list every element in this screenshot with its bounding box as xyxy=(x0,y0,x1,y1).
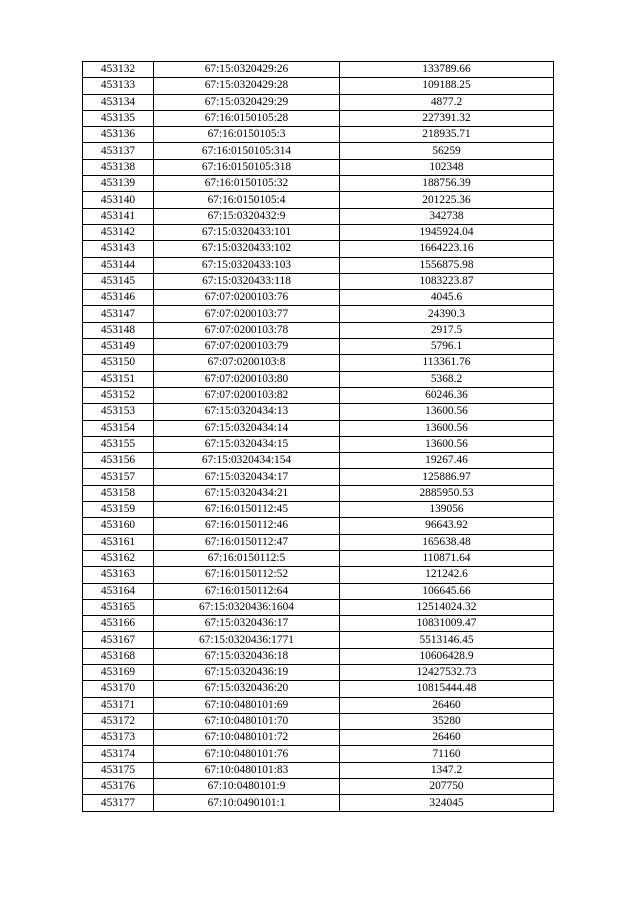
cadastral-number-cell: 67:16:0150105:3 xyxy=(154,127,340,143)
cadastral-number-cell: 67:16:0150105:28 xyxy=(154,110,340,126)
table-row xyxy=(83,567,554,583)
row-number-cell: 453175 xyxy=(83,762,154,778)
row-number-cell: 453177 xyxy=(83,795,154,811)
table-row xyxy=(83,110,554,126)
value-cell: 165638.48 xyxy=(340,534,554,550)
value-cell: 113361.76 xyxy=(340,355,554,371)
value-cell: 2917.5 xyxy=(340,322,554,338)
row-number-cell: 453168 xyxy=(83,648,154,664)
cadastral-number-cell: 67:15:0320436:18 xyxy=(154,648,340,664)
value-cell: 139056 xyxy=(340,502,554,518)
table-row xyxy=(83,795,554,811)
cadastral-number-cell: 67:07:0200103:77 xyxy=(154,306,340,322)
cadastral-number-cell: 67:15:0320433:101 xyxy=(154,224,340,240)
value-cell: 125886.97 xyxy=(340,469,554,485)
value-cell: 5368.2 xyxy=(340,371,554,387)
table-row xyxy=(83,550,554,566)
row-number-cell: 453141 xyxy=(83,208,154,224)
value-cell: 24390.3 xyxy=(340,306,554,322)
table-row xyxy=(83,192,554,208)
value-cell: 12427532.73 xyxy=(340,664,554,680)
row-number-cell: 453132 xyxy=(83,62,154,78)
value-cell: 1945924.04 xyxy=(340,224,554,240)
row-number-cell: 453156 xyxy=(83,453,154,469)
cadastral-value-table xyxy=(82,61,554,812)
table-row xyxy=(83,713,554,729)
cadastral-number-cell: 67:10:0490101:1 xyxy=(154,795,340,811)
row-number-cell: 453145 xyxy=(83,273,154,289)
value-cell: 5796.1 xyxy=(340,339,554,355)
value-cell: 10831009.47 xyxy=(340,616,554,632)
table-row xyxy=(83,485,554,501)
cadastral-number-cell: 67:16:0150112:46 xyxy=(154,518,340,534)
cadastral-number-cell: 67:07:0200103:8 xyxy=(154,355,340,371)
table-row xyxy=(83,339,554,355)
value-cell: 71160 xyxy=(340,746,554,762)
cadastral-number-cell: 67:07:0200103:79 xyxy=(154,339,340,355)
cadastral-number-cell: 67:10:0480101:9 xyxy=(154,779,340,795)
value-cell: 102348 xyxy=(340,159,554,175)
cadastral-number-cell: 67:07:0200103:82 xyxy=(154,387,340,403)
value-cell: 13600.56 xyxy=(340,404,554,420)
cadastral-number-cell: 67:10:0480101:72 xyxy=(154,730,340,746)
table-row xyxy=(83,502,554,518)
row-number-cell: 453146 xyxy=(83,290,154,306)
table-row xyxy=(83,127,554,143)
value-cell: 1083223.87 xyxy=(340,273,554,289)
cadastral-number-cell: 67:15:0320434:15 xyxy=(154,436,340,452)
table-row xyxy=(83,62,554,78)
table-row xyxy=(83,257,554,273)
cadastral-number-cell: 67:15:0320434:13 xyxy=(154,404,340,420)
row-number-cell: 453174 xyxy=(83,746,154,762)
table-row xyxy=(83,306,554,322)
value-cell: 1556875.98 xyxy=(340,257,554,273)
cadastral-number-cell: 67:07:0200103:76 xyxy=(154,290,340,306)
value-cell: 227391.32 xyxy=(340,110,554,126)
table-row xyxy=(83,273,554,289)
row-number-cell: 453169 xyxy=(83,664,154,680)
cadastral-number-cell: 67:15:0320434:154 xyxy=(154,453,340,469)
table-row xyxy=(83,599,554,615)
cadastral-number-cell: 67:15:0320433:103 xyxy=(154,257,340,273)
table-row xyxy=(83,436,554,452)
cadastral-number-cell: 67:16:0150112:45 xyxy=(154,502,340,518)
cadastral-number-cell: 67:10:0480101:76 xyxy=(154,746,340,762)
cadastral-number-cell: 67:16:0150112:64 xyxy=(154,583,340,599)
row-number-cell: 453161 xyxy=(83,534,154,550)
row-number-cell: 453159 xyxy=(83,502,154,518)
table-row xyxy=(83,404,554,420)
row-number-cell: 453139 xyxy=(83,176,154,192)
cadastral-number-cell: 67:16:0150105:32 xyxy=(154,176,340,192)
table-row xyxy=(83,78,554,94)
row-number-cell: 453171 xyxy=(83,697,154,713)
table-row xyxy=(83,94,554,110)
row-number-cell: 453158 xyxy=(83,485,154,501)
cadastral-number-cell: 67:15:0320436:17 xyxy=(154,616,340,632)
row-number-cell: 453153 xyxy=(83,404,154,420)
value-cell: 60246.36 xyxy=(340,387,554,403)
value-cell: 121242.6 xyxy=(340,567,554,583)
table-row xyxy=(83,208,554,224)
cadastral-number-cell: 67:15:0320436:19 xyxy=(154,664,340,680)
value-cell: 188756.39 xyxy=(340,176,554,192)
row-number-cell: 453147 xyxy=(83,306,154,322)
row-number-cell: 453138 xyxy=(83,159,154,175)
table-row xyxy=(83,241,554,257)
table-row xyxy=(83,616,554,632)
row-number-cell: 453167 xyxy=(83,632,154,648)
cadastral-number-cell: 67:16:0150112:52 xyxy=(154,567,340,583)
cadastral-number-cell: 67:07:0200103:78 xyxy=(154,322,340,338)
row-number-cell: 453170 xyxy=(83,681,154,697)
cadastral-number-cell: 67:15:0320432:9 xyxy=(154,208,340,224)
cadastral-number-cell: 67:15:0320433:102 xyxy=(154,241,340,257)
cadastral-number-cell: 67:15:0320434:21 xyxy=(154,485,340,501)
cadastral-number-cell: 67:15:0320436:1604 xyxy=(154,599,340,615)
table-body xyxy=(83,62,554,812)
row-number-cell: 453165 xyxy=(83,599,154,615)
value-cell: 5513146.45 xyxy=(340,632,554,648)
value-cell: 19267.46 xyxy=(340,453,554,469)
table-row xyxy=(83,779,554,795)
table-row xyxy=(83,224,554,240)
cadastral-number-cell: 67:16:0150105:4 xyxy=(154,192,340,208)
cadastral-number-cell: 67:15:0320436:20 xyxy=(154,681,340,697)
row-number-cell: 453150 xyxy=(83,355,154,371)
table-row xyxy=(83,583,554,599)
cadastral-number-cell: 67:10:0480101:70 xyxy=(154,713,340,729)
value-cell: 106645.66 xyxy=(340,583,554,599)
row-number-cell: 453136 xyxy=(83,127,154,143)
value-cell: 12514024.32 xyxy=(340,599,554,615)
cadastral-number-cell: 67:10:0480101:83 xyxy=(154,762,340,778)
value-cell: 2885950.53 xyxy=(340,485,554,501)
row-number-cell: 453160 xyxy=(83,518,154,534)
cadastral-number-cell: 67:16:0150112:47 xyxy=(154,534,340,550)
row-number-cell: 453152 xyxy=(83,387,154,403)
cadastral-number-cell: 67:15:0320433:118 xyxy=(154,273,340,289)
value-cell: 133789.66 xyxy=(340,62,554,78)
row-number-cell: 453144 xyxy=(83,257,154,273)
table-row xyxy=(83,469,554,485)
row-number-cell: 453134 xyxy=(83,94,154,110)
table-row xyxy=(83,664,554,680)
row-number-cell: 453172 xyxy=(83,713,154,729)
row-number-cell: 453148 xyxy=(83,322,154,338)
value-cell: 35280 xyxy=(340,713,554,729)
value-cell: 207750 xyxy=(340,779,554,795)
table-row xyxy=(83,730,554,746)
row-number-cell: 453137 xyxy=(83,143,154,159)
row-number-cell: 453140 xyxy=(83,192,154,208)
cadastral-number-cell: 67:07:0200103:80 xyxy=(154,371,340,387)
value-cell: 10815444.48 xyxy=(340,681,554,697)
value-cell: 1664223.16 xyxy=(340,241,554,257)
cadastral-number-cell: 67:15:0320434:14 xyxy=(154,420,340,436)
table-row xyxy=(83,534,554,550)
value-cell: 4877.2 xyxy=(340,94,554,110)
row-number-cell: 453149 xyxy=(83,339,154,355)
value-cell: 13600.56 xyxy=(340,436,554,452)
table-row xyxy=(83,322,554,338)
table-row xyxy=(83,632,554,648)
value-cell: 4045.6 xyxy=(340,290,554,306)
table-row xyxy=(83,518,554,534)
row-number-cell: 453142 xyxy=(83,224,154,240)
row-number-cell: 453133 xyxy=(83,78,154,94)
row-number-cell: 453166 xyxy=(83,616,154,632)
value-cell: 56259 xyxy=(340,143,554,159)
row-number-cell: 453154 xyxy=(83,420,154,436)
table-row xyxy=(83,159,554,175)
cadastral-number-cell: 67:15:0320436:1771 xyxy=(154,632,340,648)
row-number-cell: 453151 xyxy=(83,371,154,387)
table-row xyxy=(83,420,554,436)
value-cell: 26460 xyxy=(340,697,554,713)
value-cell: 218935.71 xyxy=(340,127,554,143)
value-cell: 1347.2 xyxy=(340,762,554,778)
value-cell: 13600.56 xyxy=(340,420,554,436)
row-number-cell: 453157 xyxy=(83,469,154,485)
cadastral-number-cell: 67:10:0480101:69 xyxy=(154,697,340,713)
table-row xyxy=(83,355,554,371)
table-row xyxy=(83,453,554,469)
table-row xyxy=(83,681,554,697)
value-cell: 96643.92 xyxy=(340,518,554,534)
cadastral-number-cell: 67:16:0150105:318 xyxy=(154,159,340,175)
cadastral-number-cell: 67:16:0150105:314 xyxy=(154,143,340,159)
cadastral-number-cell: 67:15:0320429:28 xyxy=(154,78,340,94)
row-number-cell: 453135 xyxy=(83,110,154,126)
table-row xyxy=(83,697,554,713)
value-cell: 26460 xyxy=(340,730,554,746)
row-number-cell: 453163 xyxy=(83,567,154,583)
table-row xyxy=(83,371,554,387)
row-number-cell: 453162 xyxy=(83,550,154,566)
value-cell: 109188.25 xyxy=(340,78,554,94)
row-number-cell: 453173 xyxy=(83,730,154,746)
table-row xyxy=(83,387,554,403)
table-row xyxy=(83,290,554,306)
value-cell: 201225.36 xyxy=(340,192,554,208)
cadastral-number-cell: 67:15:0320429:26 xyxy=(154,62,340,78)
cadastral-number-cell: 67:16:0150112:5 xyxy=(154,550,340,566)
row-number-cell: 453164 xyxy=(83,583,154,599)
cadastral-number-cell: 67:15:0320429:29 xyxy=(154,94,340,110)
value-cell: 10606428.9 xyxy=(340,648,554,664)
cadastral-number-cell: 67:15:0320434:17 xyxy=(154,469,340,485)
value-cell: 324045 xyxy=(340,795,554,811)
table-row xyxy=(83,762,554,778)
table-row xyxy=(83,143,554,159)
table-row xyxy=(83,648,554,664)
row-number-cell: 453176 xyxy=(83,779,154,795)
value-cell: 110871.64 xyxy=(340,550,554,566)
row-number-cell: 453155 xyxy=(83,436,154,452)
row-number-cell: 453143 xyxy=(83,241,154,257)
value-cell: 342738 xyxy=(340,208,554,224)
table-row xyxy=(83,176,554,192)
table-row xyxy=(83,746,554,762)
